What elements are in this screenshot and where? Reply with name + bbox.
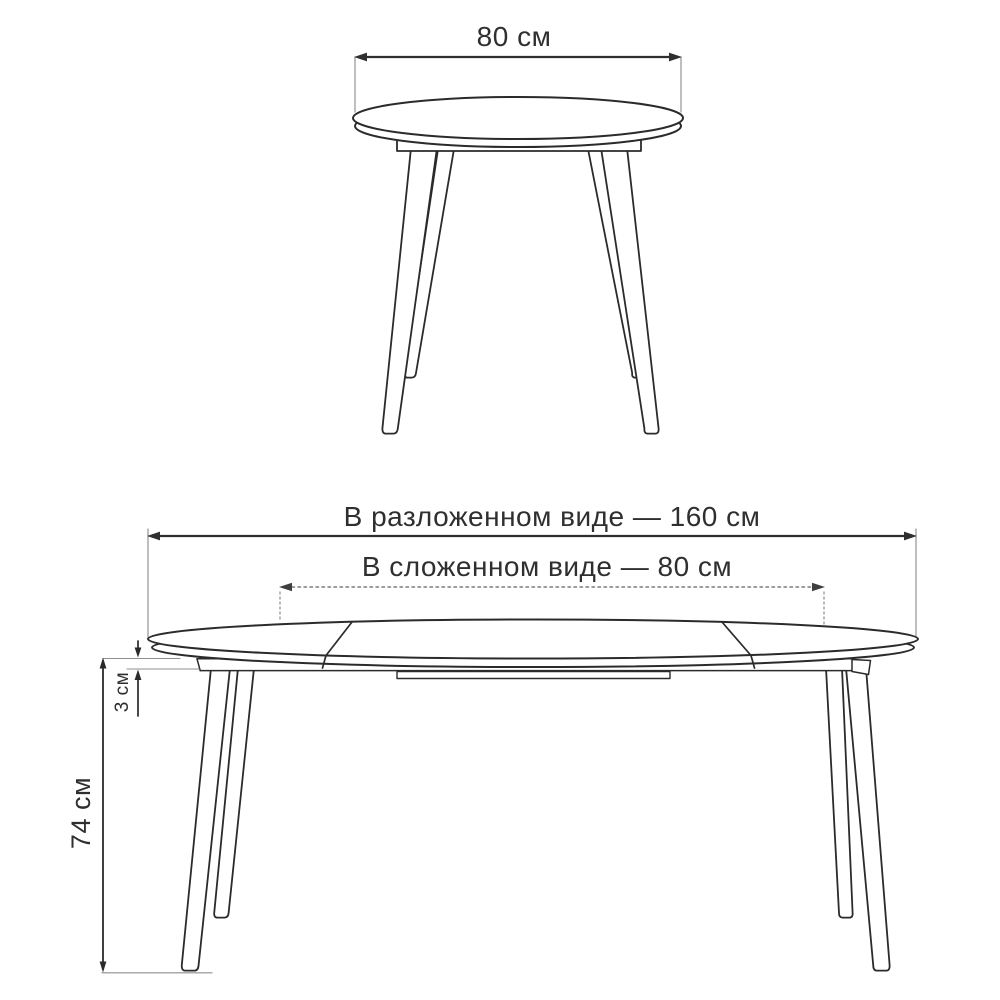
ext-leg-front-right — [846, 668, 890, 971]
top-view — [353, 53, 683, 434]
arrowhead-left-icon — [354, 53, 367, 62]
thickness-dimension-label: 3 см — [112, 671, 133, 713]
folded-width-label: В сложенном виде — 80 см — [361, 551, 733, 582]
arrowhead-160-right-icon — [904, 532, 917, 541]
arrowhead-80-left-icon — [279, 583, 292, 591]
height-dimension-label: 74 см — [66, 776, 96, 850]
ext-tabletop-surface — [148, 620, 918, 659]
arrowhead-74-up-icon — [100, 658, 107, 669]
arrowhead-3-down-icon — [135, 648, 142, 658]
arrowhead-80-right-icon — [812, 583, 825, 591]
extension-rail — [397, 672, 670, 679]
unfolded-width-label: В разложенном виде — 160 см — [343, 501, 761, 532]
extended-view — [100, 529, 918, 973]
tabletop-surface — [353, 97, 683, 139]
ext-apron-right-cap — [852, 660, 871, 675]
width-dimension-label: 80 см — [476, 21, 552, 52]
arrowhead-160-left-icon — [147, 532, 160, 541]
table-leg-front-right — [601, 148, 659, 434]
arrowhead-74-down-icon — [100, 962, 107, 973]
arrowhead-right-icon — [669, 53, 682, 62]
